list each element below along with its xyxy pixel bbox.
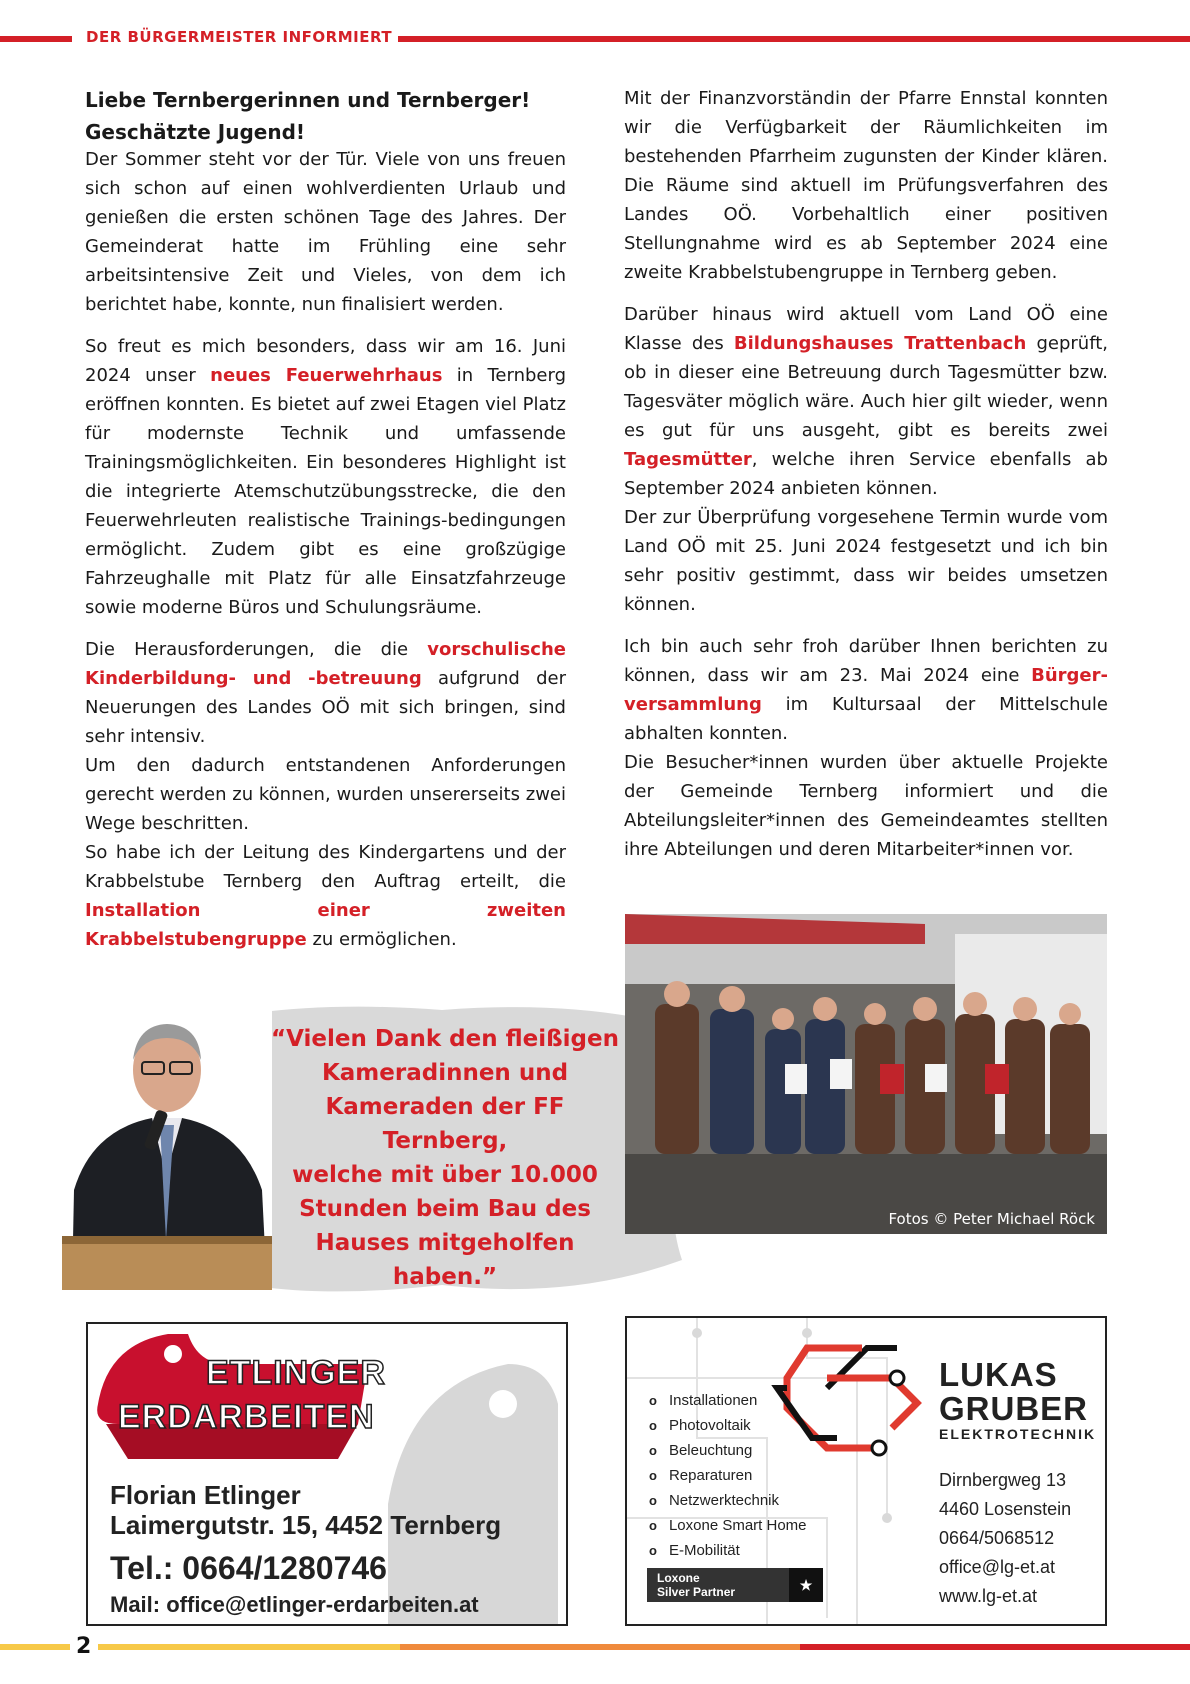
logo-etlinger: ETLINGER — [206, 1354, 386, 1392]
brand-first: LUKAS — [939, 1356, 1058, 1393]
paragraph-bildungshaus — [624, 300, 1108, 503]
contact-street: Dirnbergweg 13 — [939, 1470, 1067, 1490]
quote-line: Stunden beim Bau des — [299, 1196, 591, 1222]
footer-bar-red — [800, 1644, 1190, 1650]
brand-name — [939, 1358, 1096, 1442]
text: aufgrund der Neuerungen des Landes OÖ mit sich bringen, sind sehr intensiv. — [85, 668, 566, 747]
footer-bar-yellow — [0, 1644, 70, 1650]
contact-web: www.lg-et.at — [939, 1586, 1038, 1606]
text: , welche ihren Service ebenfalls ab September 2024 anbieten können. — [624, 449, 1108, 499]
partner-line-2: Silver Partner — [657, 1585, 736, 1599]
logo-erdarbeiten: ERDARBEITEN — [118, 1398, 375, 1436]
partner-badge — [647, 1568, 823, 1602]
group-photo — [625, 914, 1107, 1234]
partner-line-1: Loxone — [657, 1571, 700, 1585]
text: So freut es mich besonders, dass wir am 16. Juni 2024 unser — [85, 336, 566, 386]
contact-block — [110, 1480, 501, 1540]
footer-bar-orange — [400, 1644, 800, 1650]
highlight-bildungshaus: Bildungshauses Trattenbach — [733, 333, 1027, 354]
text: Darüber hinaus wird aktuell vom Land OÖ eine Klasse des — [624, 304, 1108, 354]
text: Die Herausforderungen, die die — [85, 639, 428, 660]
section-title: DER BÜRGERMEISTER INFORMIERT — [80, 28, 398, 46]
brand-last: GRUBER — [939, 1390, 1089, 1427]
right-column — [624, 84, 1108, 877]
paragraph-wege: Um den dadurch entstandenen Anforderungen gerecht werden zu können, wurden unsererseits zwei Wege beschritten. — [85, 755, 566, 834]
paragraph-firehouse — [85, 332, 566, 622]
paragraph-buergerversammlung — [624, 632, 1108, 748]
text: zu ermöglichen. — [306, 929, 457, 950]
highlight-krabbelstubengruppe: Installation einer zweiten Krabbelstubengruppe — [85, 900, 566, 950]
greeting-line-2: Geschätzte Jugend! — [85, 120, 305, 144]
ad-etlinger[interactable] — [86, 1322, 568, 1626]
text: geprüft, ob in dieser eine Betreuung durch Tagesmütter bzw. Tagesväter möglich wäre. Auch hier gilt wieder, wenn es gut für uns ausgeht, gibt es bereits zwei — [624, 333, 1108, 441]
contact-phone: Tel.: 0664/1280746 — [110, 1550, 387, 1586]
quote-line: Hauses mitgeholfen haben.” — [315, 1230, 575, 1290]
service-item: o Netzwerktechnik — [649, 1488, 807, 1513]
text: Ich bin auch sehr froh darüber Ihnen berichten zu können, dass wir am 23. Mai 2024 eine — [624, 636, 1108, 686]
header-bar-right — [384, 36, 1190, 42]
text: im Kultursaal der Mittelschule abhalten konnten. — [624, 694, 1108, 744]
paragraph-krabbelstube — [85, 838, 566, 954]
paragraph-summer: Der Sommer steht vor der Tür. Viele von uns freuen sich schon auf einen wohlverdienten Urlaub und genießen die ersten schönen Tage des Jahres. Der Gemeinderat hatte im Frühling eine sehr arbeitsintensive Zeit und Vieles, von dem ich berichtet habe, konnte, nun finalisiert werden. — [85, 149, 566, 315]
service-item: o E-Mobilität — [649, 1538, 807, 1563]
group-photo-image — [625, 914, 1107, 1234]
text: in Ternberg eröffnen konnten. Es bietet auf zwei Etagen viel Platz für modernste Technik und umfassende Trainingsmöglichkeiten. Ein besonderes Highlight ist die integrierte Atemschutzübungsstrecke, die den Feuerwehrleuten realistische Trainings-bedingungen ermöglicht. Zudem gibt es eine großzügige Fahrzeughalle mit Platz für alle Einsatzfahrzeuge sowie moderne Büros und Schulungsräume. — [85, 365, 567, 618]
highlight-buergerversammlung: Bürger-versammlung — [624, 665, 1108, 715]
service-item: o Loxone Smart Home — [649, 1513, 807, 1538]
contact-name: Florian Etlinger — [110, 1480, 301, 1510]
service-item: o Beleuchtung — [649, 1438, 807, 1463]
highlight-kinderbildung: vorschulische Kinderbildung- und -betreuung — [85, 639, 566, 689]
highlight-feuerwehrhaus: neues Feuerwehrhaus — [210, 365, 443, 386]
contact-email: Mail: office@etlinger-erdarbeiten.at — [110, 1592, 479, 1617]
quote-line: welche mit über 10.000 — [292, 1162, 598, 1188]
quote-text — [270, 1022, 620, 1294]
quote-line: Kameradinnen und — [321, 1060, 569, 1086]
star-icon: ★ — [789, 1568, 823, 1602]
paragraph-pfarre: Mit der Finanzvorständin der Pfarre Ennstal konnten wir die Verfügbarkeit der Räumlichkeiten im bestehenden Pfarrheim zugunsten der Kinder klären. Die Räume sind aktuell im Prüfungsverfahren des Landes OÖ. Vorbehaltlich einer positiven Stellungnahme wird es ab September 2024 eine zweite Krabbelstubengruppe in Ternberg geben. — [624, 88, 1108, 283]
greeting-line-1: Liebe Ternbergerinnen und Ternberger! — [85, 88, 531, 112]
contact-address: Laimergutstr. 15, 4452 Ternberg — [110, 1510, 502, 1540]
service-item: o Installationen — [649, 1388, 807, 1413]
mayor-photo — [62, 1000, 272, 1290]
service-item: o Photovoltaik — [649, 1413, 807, 1438]
paragraph-besucher: Die Besucher*innen wurden über aktuelle Projekte der Gemeinde Ternberg informiert und die Abteilungsleiter*innen des Gemeindeamtes stellten ihre Abteilungen und deren Mitarbeiter*innen vor. — [624, 752, 1108, 860]
page-number: 2 — [76, 1634, 92, 1659]
paragraph-kinderbildung — [85, 635, 566, 751]
services-list — [649, 1388, 807, 1563]
contact-phone: 0664/5068512 — [939, 1528, 1055, 1548]
quote-line: “Vielen Dank den fleißigen — [271, 1026, 619, 1052]
contact-city: 4460 Losenstein — [939, 1499, 1072, 1519]
text: So habe ich der Leitung des Kindergartens und der Krabbelstube Ternberg den Auftrag erteilt, die — [85, 842, 566, 892]
footer-bar-yellow-2 — [98, 1644, 400, 1650]
contact-email: office@lg-et.at — [939, 1557, 1055, 1577]
brand-sub: ELEKTROTECHNIK — [939, 1426, 1097, 1442]
service-item: o Reparaturen — [649, 1463, 807, 1488]
quote-line: Kameraden der FF Ternberg, — [325, 1094, 565, 1154]
header-bar-left — [0, 36, 72, 42]
left-column — [85, 84, 566, 967]
paragraph-termin: Der zur Überprüfung vorgesehene Termin wurde vom Land OÖ mit 25. Juni 2024 festgesetzt und ich bin sehr positiv gestimmt, dass wir beides umsetzen können. — [624, 507, 1108, 615]
ad-lukas-gruber[interactable] — [625, 1316, 1107, 1626]
photo-credit: Fotos © Peter Michael Röck — [888, 1210, 1095, 1228]
contact-block — [939, 1466, 1071, 1611]
highlight-tagesmuetter: Tagesmütter — [624, 449, 752, 470]
